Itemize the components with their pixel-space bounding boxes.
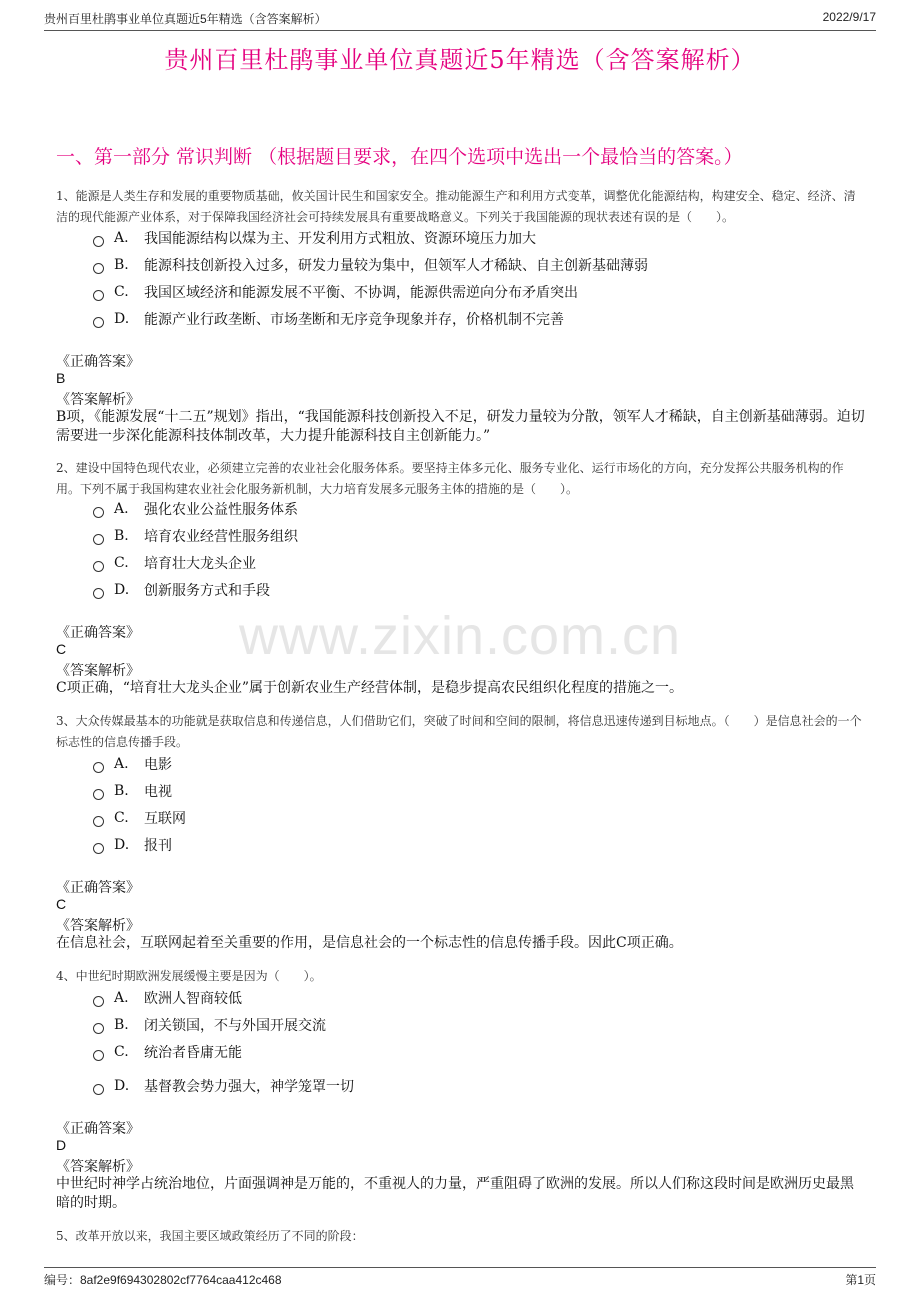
radio-icon[interactable] (93, 588, 104, 599)
document-code: 编号：8af2e9f694302802cf7764caa412c468 (44, 1273, 282, 1287)
question-2-answer: C (56, 641, 67, 657)
answer-label: 《正确答案》 (56, 625, 140, 641)
radio-icon[interactable] (93, 263, 104, 274)
question-3-analysis: 在信息社会，互联网起着至关重要的作用，是信息社会的一个标志性的信息传播手段。因此C项正确。 (56, 935, 683, 951)
radio-icon[interactable] (93, 789, 104, 800)
watermark: www.zixin.com.cn (238, 606, 682, 666)
analysis-label: 《答案解析》 (56, 663, 140, 679)
analysis-label: 《答案解析》 (56, 1159, 140, 1175)
question-4-analysis: 中世纪时神学占统治地位，片面强调神是万能的，不重视人的力量，严重阻碍了欧洲的发展。所以人们称这段时间是欧洲历史最黑暗的时期。 (56, 1176, 854, 1211)
radio-icon[interactable] (93, 236, 104, 247)
page-number: 第1页 (845, 1273, 876, 1287)
question-2-stem: 2、建设中国特色现代农业，必须建立完善的农业社会化服务体系。要坚持主体多元化、服务专业化、运行市场化的方向，充分发挥公共服务机构的作用。下列不属于我国构建农业社会化服务新机制，大力培育发展多元服务主体的措施的是（ ）。 (56, 461, 844, 496)
answer-label: 《正确答案》 (56, 1121, 140, 1137)
question-2-analysis: C项正确，“培育壮大龙头企业”属于创新农业生产经营体制，是稳步提高农民组织化程度的措施之一。 (56, 680, 684, 696)
question-3-option-d[interactable]: D. 报刊 (93, 835, 172, 855)
question-2-option-b[interactable]: B. 培育农业经营性服务组织 (93, 526, 298, 546)
page-footer (44, 1267, 876, 1288)
question-4-stem: 4、中世纪时期欧洲发展缓慢主要是因为（ ）。 (56, 969, 322, 983)
question-4-option-a[interactable]: A. 欧洲人智商较低 (93, 988, 242, 1008)
question-5-stem: 5、改革开放以来，我国主要区域政策经历了不同的阶段： (56, 1229, 364, 1243)
question-2-option-d[interactable]: D. 创新服务方式和手段 (93, 580, 270, 600)
radio-icon[interactable] (93, 317, 104, 328)
radio-icon[interactable] (93, 1050, 104, 1061)
radio-icon[interactable] (93, 816, 104, 827)
radio-icon[interactable] (93, 996, 104, 1007)
question-1-option-b[interactable]: B. 能源科技创新投入过多，研发力量较为集中，但领军人才稀缺、自主创新基础薄弱 (93, 255, 648, 275)
answer-label: 《正确答案》 (56, 354, 140, 370)
question-2-option-a[interactable]: A. 强化农业公益性服务体系 (93, 499, 298, 519)
analysis-label: 《答案解析》 (56, 392, 140, 408)
question-1-stem: 1、能源是人类生存和发展的重要物质基础，攸关国计民生和国家安全。推动能源生产和利用方式变革，调整优化能源结构，构建安全、稳定、经济、清洁的现代能源产业体系，对于保障我国经济社会可持续发展具有重要战略意义。下列关于我国能源的现状表述有误的是（ ）。 (56, 189, 856, 224)
section-heading: 一、第一部分 常识判断 （根据题目要求，在四个选项中选出一个最恰当的答案。） (56, 146, 743, 168)
question-1-option-d[interactable]: D. 能源产业行政垄断、市场垄断和无序竞争现象并存，价格机制不完善 (93, 309, 564, 329)
question-4-option-b[interactable]: B. 闭关锁国，不与外国开展交流 (93, 1015, 326, 1035)
question-1-option-c[interactable]: C. 我国区域经济和能源发展不平衡、不协调，能源供需逆向分布矛盾突出 (93, 282, 578, 302)
radio-icon[interactable] (93, 843, 104, 854)
question-1-analysis: B项，《能源发展“十二五”规划》指出，“我国能源科技创新投入不足，研发力量较为分散，领军人才稀缺，自主创新基础薄弱。迫切需要进一步深化能源科技体制改革，大力提升能源科技自主创新能力。” (56, 409, 865, 444)
question-2-option-c[interactable]: C. 培育壮大龙头企业 (93, 553, 256, 573)
question-4-option-d[interactable]: D. 基督教会势力强大，神学笼罩一切 (93, 1076, 354, 1096)
radio-icon[interactable] (93, 762, 104, 773)
radio-icon[interactable] (93, 290, 104, 301)
question-4-option-c[interactable]: C. 统治者昏庸无能 (93, 1042, 242, 1062)
header-date: 2022/9/17 (822, 10, 876, 24)
question-3-option-a[interactable]: A. 电影 (93, 754, 172, 774)
radio-icon[interactable] (93, 561, 104, 572)
question-3-stem: 3、大众传媒最基本的功能就是获取信息和传递信息，人们借助它们，突破了时间和空间的限制，将信息迅速传递到目标地点。（ ）是信息社会的一个标志性的信息传播手段。 (56, 714, 862, 749)
radio-icon[interactable] (93, 1084, 104, 1095)
question-3-answer: C (56, 896, 67, 912)
question-3-option-c[interactable]: C. 互联网 (93, 808, 186, 828)
question-4-answer: D (56, 1137, 67, 1153)
question-1-option-a[interactable]: A. 我国能源结构以煤为主、开发利用方式粗放、资源环境压力加大 (93, 228, 536, 248)
question-3-option-b[interactable]: B. 电视 (93, 781, 172, 801)
question-1-answer: B (56, 370, 66, 386)
analysis-label: 《答案解析》 (56, 918, 140, 934)
header-doc-title: 贵州百里杜鹃事业单位真题近5年精选（含答案解析） (44, 12, 327, 26)
radio-icon[interactable] (93, 534, 104, 545)
document-title: 贵州百里杜鹃事业单位真题近5年精选（含答案解析） (164, 46, 756, 74)
radio-icon[interactable] (93, 1023, 104, 1034)
page-header (44, 10, 876, 31)
radio-icon[interactable] (93, 507, 104, 518)
answer-label: 《正确答案》 (56, 880, 140, 896)
